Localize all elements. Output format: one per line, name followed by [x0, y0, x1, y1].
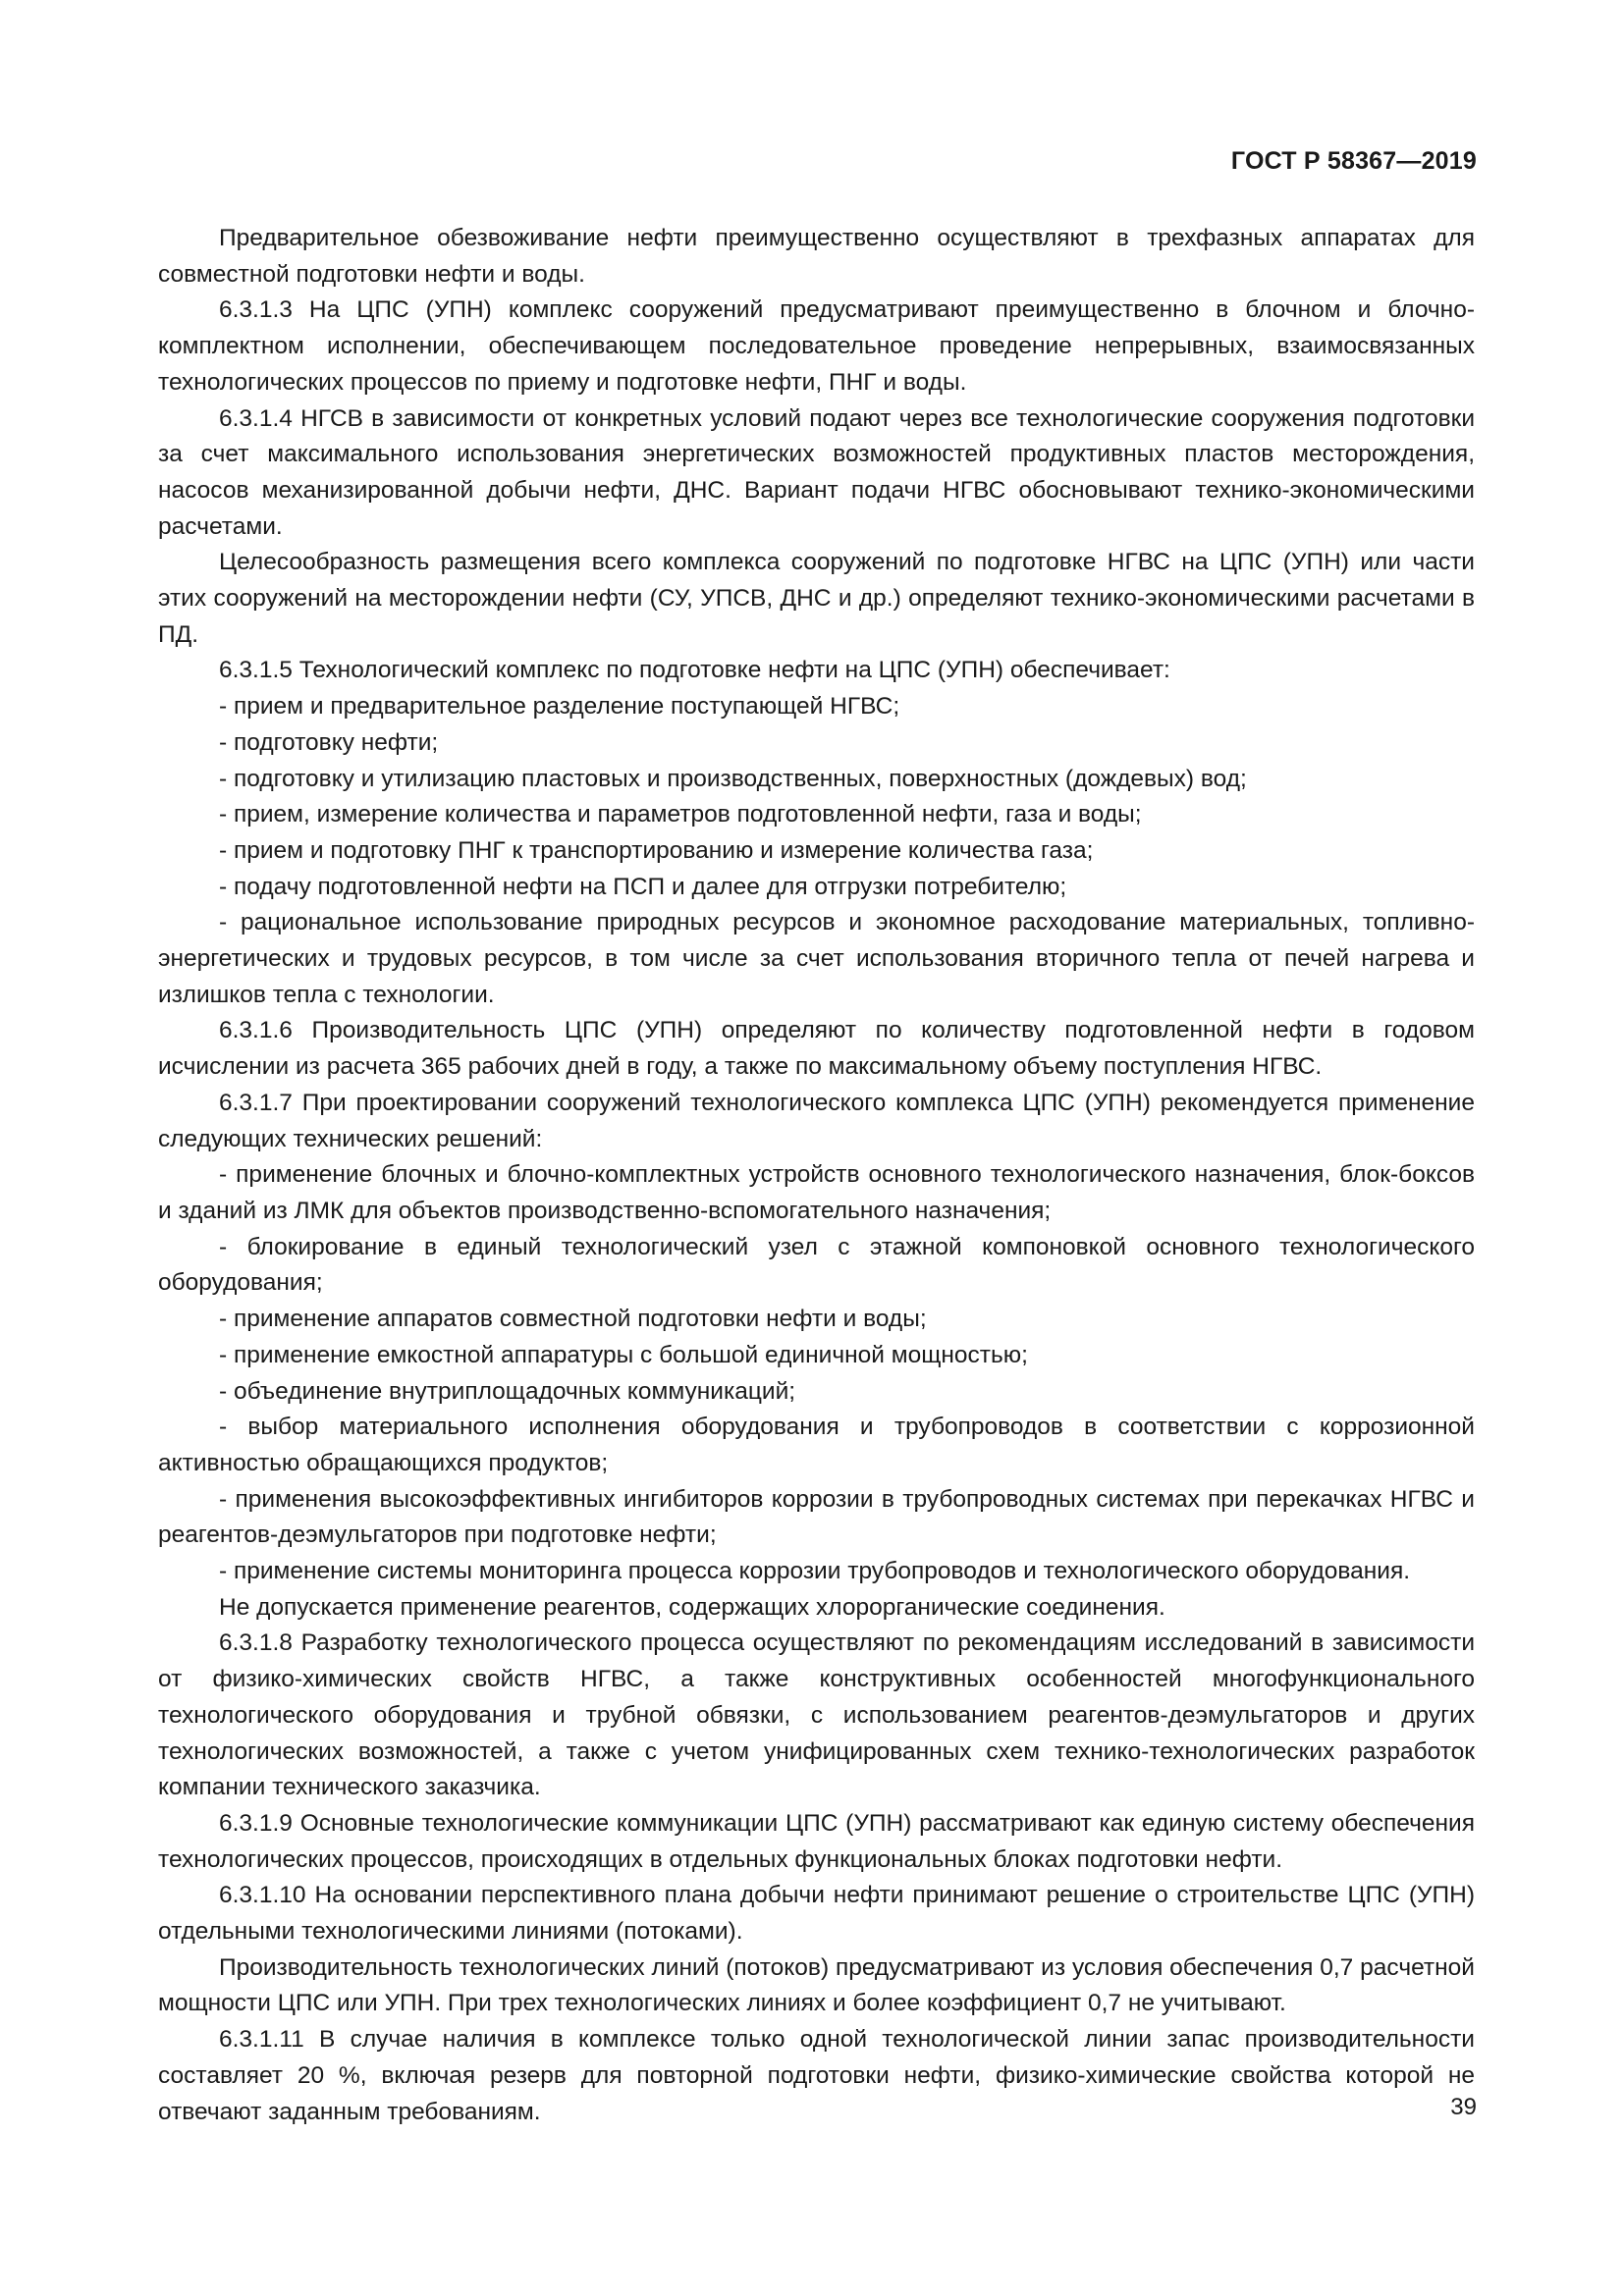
- list-item: - подачу подготовленной нефти на ПСП и далее для отгрузки потребителю;: [219, 873, 1067, 900]
- list-item: - прием и подготовку ПНГ к транспортированию и измерение количества газа;: [219, 836, 1094, 864]
- clause-6-3-1-9: 6.3.1.9 Основные технологические коммуникации ЦПС (УПН) рассматривают как единую систему обеспечения технологических процессов, происходящих в отдельных функциональных блоках подготовки нефти.: [158, 1809, 1475, 1873]
- list-item: - применение емкостной аппаратуры с большой единичной мощностью;: [219, 1341, 1028, 1368]
- list-item: - блокирование в единый технологический узел с этажной компоновкой основного технологического оборудования;: [158, 1233, 1475, 1297]
- clause-6-3-1-5: 6.3.1.5 Технологический комплекс по подготовке нефти на ЦПС (УПН) обеспечивает:: [219, 657, 1170, 684]
- list-item: - подготовку и утилизацию пластовых и производственных, поверхностных (дождевых) вод;: [219, 765, 1247, 792]
- clause-6-3-1-6: 6.3.1.6 Производительность ЦПС (УПН) определяют по количеству подготовленной нефти в годовом исчислении из расчета 365 рабочих дней в году, а также по максимальному объему поступления НГВС.: [158, 1017, 1475, 1081]
- clause-6-3-1-7: 6.3.1.7 При проектировании сооружений технологического комплекса ЦПС (УПН) рекомендуется применение следующих технических решений:: [158, 1089, 1475, 1152]
- list-item: - выбор материального исполнения оборудования и трубопроводов в соответствии с коррозионной активностью обращающихся продуктов;: [158, 1414, 1475, 1476]
- paragraph: Производительность технологических линий (потоков) предусматривают из условия обеспечения 0,7 расчетной мощности ЦПС или УПН. При трех технологических линиях и более коэффициент 0,7 не учитывают.: [158, 1953, 1475, 2017]
- clause-6-3-1-8: 6.3.1.8 Разработку технологического процесса осуществляют по рекомендациям исследований в зависимости от физико-химических свойств НГВС, а также конструктивных особенностей многофункционального технологического оборудования и трубной обвязки, с использованием реагентов-деэмульгаторов и других технологических возможностей, а также с учетом унифицированных схем технико-технологических разработок компании технического заказчика.: [158, 1629, 1475, 1801]
- list-item: - применение системы мониторинга процесса коррозии трубопроводов и технологического оборудования.: [219, 1558, 1411, 1585]
- list-item: - прием и предварительное разделение поступающей НГВС;: [219, 693, 900, 721]
- list-item: - рациональное использование природных ресурсов и экономное расходование материальных, топливно-энергетических и трудовых ресурсов, в том числе за счет использования вторичного тепла от печей нагрева и излишков тепла с технологии.: [158, 909, 1475, 1008]
- paragraph: Предварительное обезвоживание нефти преимущественно осуществляют в трехфазных аппаратах для совместной подготовки нефти и воды.: [158, 225, 1475, 288]
- list-item: - прием, измерение количества и параметров подготовленной нефти, газа и воды;: [219, 801, 1142, 828]
- standard-designation: ГОСТ Р 58367—2019: [1230, 147, 1477, 175]
- clause-6-3-1-4: 6.3.1.4 НГСВ в зависимости от конкретных условий подают через все технологические сооружения подготовки за счет максимального использования энергетических возможностей продуктивных пластов месторождения, насосов механизированной добычи нефти, ДНС. Вариант подачи НГВС обосновывают технико-экономическими расчетами.: [158, 404, 1475, 540]
- list-item: - объединение внутриплощадочных коммуникаций;: [219, 1377, 796, 1405]
- clause-6-3-1-11: 6.3.1.11 В случае наличия в комплексе только одной технологической линии запас производительности составляет 20 %, включая резерв для повторной подготовки нефти, физико-химические свойства которой не отвечают заданным требованиям.: [158, 2026, 1475, 2125]
- list-item: - применение блочных и блочно-комплектных устройств основного технологического назначения, блок-боксов и зданий из ЛМК для объектов производственно-вспомогательного назначения;: [158, 1161, 1475, 1224]
- document-body: [158, 221, 1475, 2130]
- list-item: - применение аппаратов совместной подготовки нефти и воды;: [219, 1306, 927, 1333]
- clause-6-3-1-10: 6.3.1.10 На основании перспективного плана добычи нефти принимают решение о строительстве ЦПС (УПН) отдельными технологическими линиями (потоками).: [158, 1882, 1475, 1946]
- paragraph: Целесообразность размещения всего комплекса сооружений по подготовке НГВС на ЦПС (УПН) или части этих сооружений на месторождении нефти (СУ, УПСВ, ДНС и др.) определяют технико-экономическими расчетами в ПД.: [158, 549, 1475, 648]
- paragraph: Не допускается применение реагентов, содержащих хлорорганические соединения.: [219, 1593, 1165, 1621]
- clause-6-3-1-3: 6.3.1.3 На ЦПС (УПН) комплекс сооружений предусматривают преимущественно в блочном и блочно-комплектном исполнении, обеспечивающем последовательное проведение непрерывных, взаимосвязанных технологических процессов по приему и подготовке нефти, ПНГ и воды.: [158, 296, 1475, 396]
- list-item: - применения высокоэффективных ингибиторов коррозии в трубопроводных системах при перекачках НГВС и реагентов-деэмульгаторов при подготовке нефти;: [158, 1485, 1475, 1549]
- list-item: - подготовку нефти;: [219, 728, 439, 756]
- page-number: 39: [1450, 2094, 1477, 2120]
